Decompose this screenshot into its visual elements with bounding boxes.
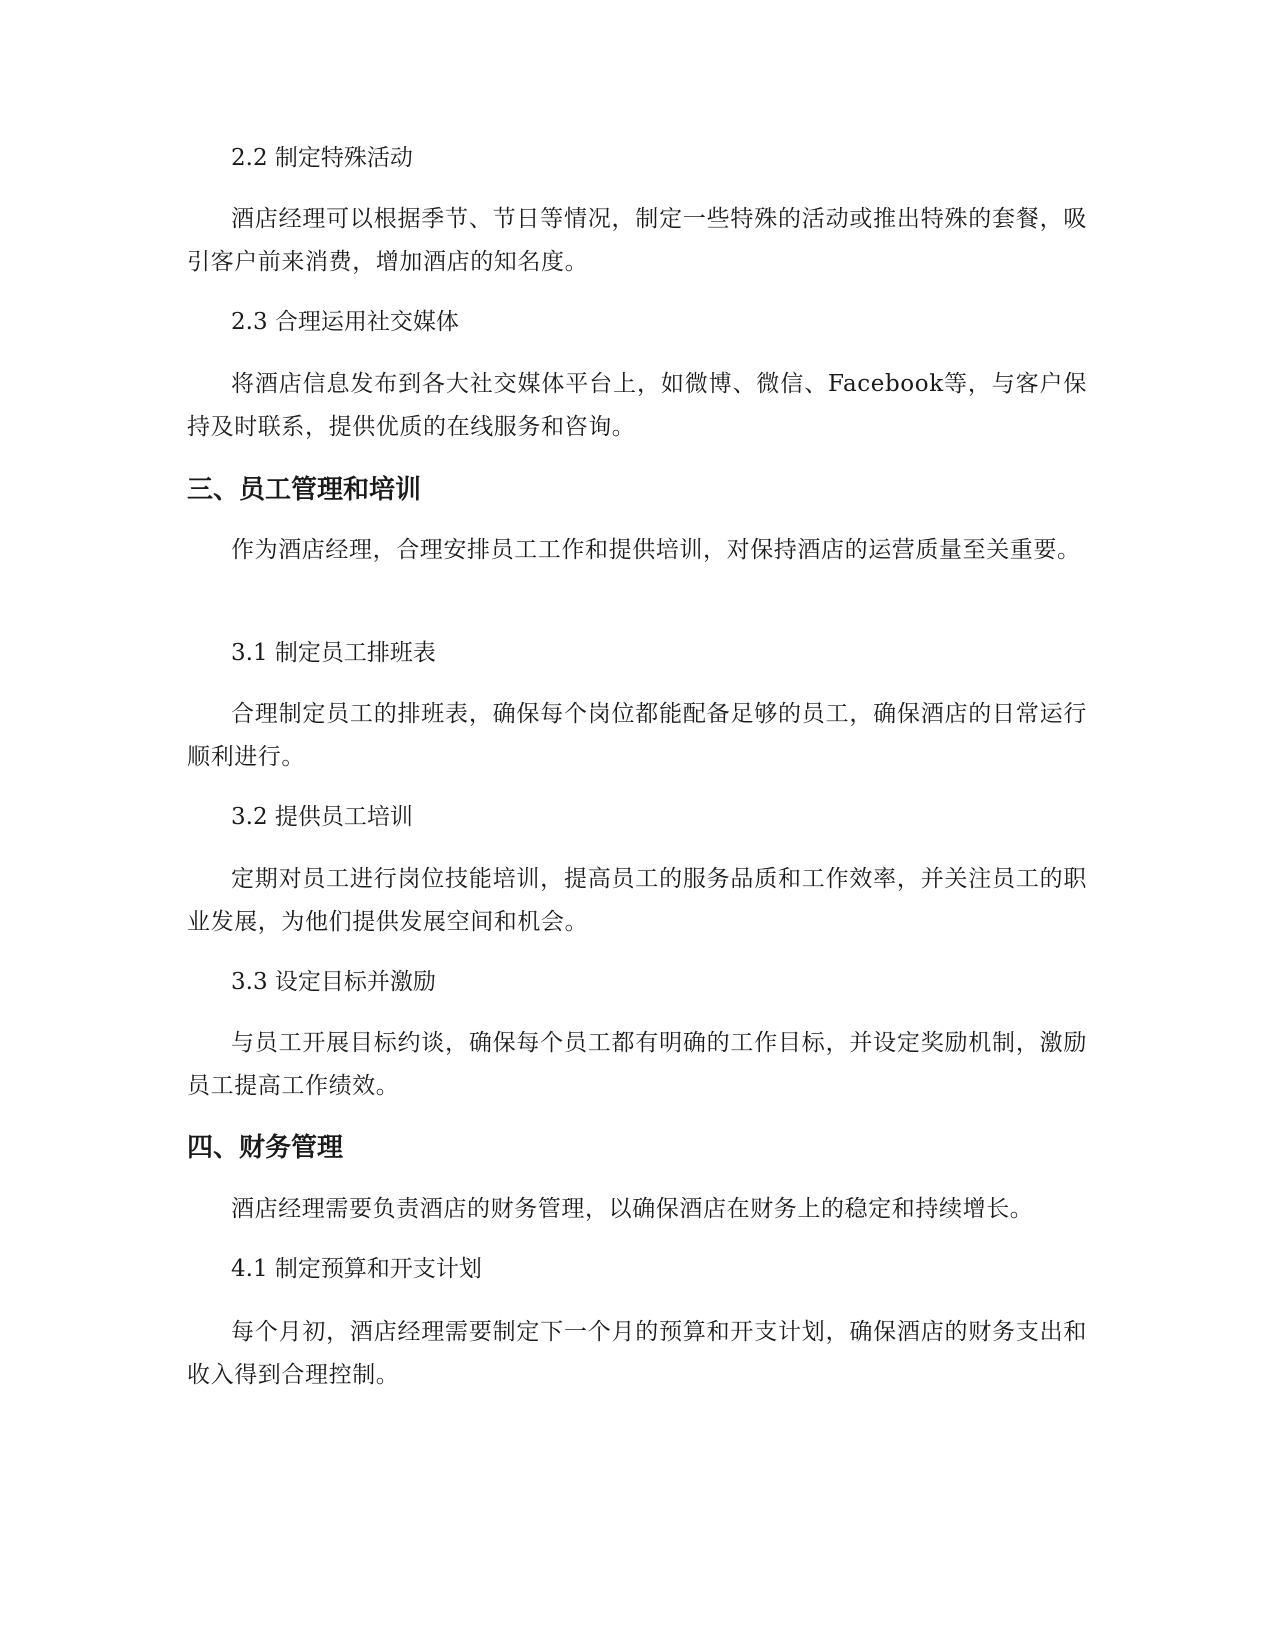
subheading-2-2: 2.2 制定特殊活动 — [231, 145, 413, 171]
subheading-3-3: 3.3 设定目标并激励 — [231, 969, 436, 995]
section-heading-staff: 三、员工管理和培训 — [187, 475, 422, 505]
subheading-4-1: 4.1 制定预算和开支计划 — [231, 1256, 482, 1282]
paragraph-special-activities: 酒店经理可以根据季节、节日等情况，制定一些特殊的活动或推出特殊的套餐，吸引客户前来消费，增加酒店的知名度。 — [187, 206, 1087, 275]
subheading-3-1: 3.1 制定员工排班表 — [231, 640, 436, 666]
subheading-3-2: 3.2 提供员工培训 — [231, 804, 413, 830]
paragraph-finance-intro: 酒店经理需要负责酒店的财务管理，以确保酒店在财务上的稳定和持续增长。 — [231, 1196, 1034, 1222]
paragraph-goals: 与员工开展目标约谈，确保每个员工都有明确的工作目标，并设定奖励机制，激励员工提高工作绩效。 — [187, 1030, 1087, 1099]
paragraph-social-media: 将酒店信息发布到各大社交媒体平台上，如微博、微信、Facebook等，与客户保持及时联系，提供优质的在线服务和咨询。 — [187, 371, 1087, 440]
subheading-2-3: 2.3 合理运用社交媒体 — [231, 309, 459, 335]
paragraph-schedule: 合理制定员工的排班表，确保每个岗位都能配备足够的员工，确保酒店的日常运行顺利进行。 — [187, 701, 1087, 770]
paragraph-training: 定期对员工进行岗位技能培训，提高员工的服务品质和工作效率，并关注员工的职业发展，为他们提供发展空间和机会。 — [187, 866, 1087, 935]
paragraph-budget: 每个月初，酒店经理需要制定下一个月的预算和开支计划，确保酒店的财务支出和收入得到合理控制。 — [187, 1319, 1087, 1388]
paragraph-staff-intro: 作为酒店经理，合理安排员工工作和提供培训，对保持酒店的运营质量至关重要。 — [231, 537, 1081, 563]
section-heading-finance: 四、财务管理 — [187, 1133, 344, 1163]
